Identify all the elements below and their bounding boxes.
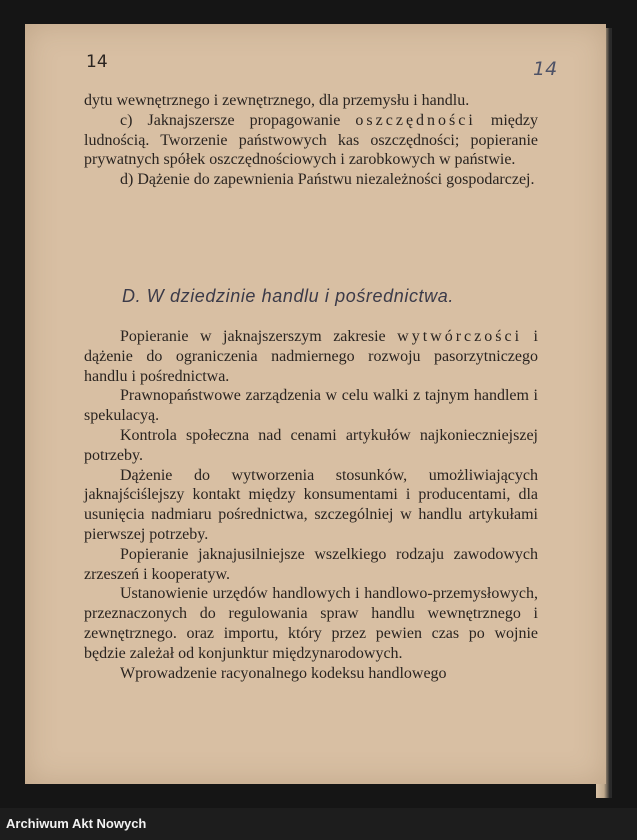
point-c-rest: między ludnością. Tworzenie państwowych kas oszczędności; popieranie prywatnych spółek oszczędnościowych i zarobkowych w państwie. bbox=[84, 111, 538, 169]
continuation-paragraph: dytu wewnętrznego i zewnętrznego, dla przemysłu i handlu. bbox=[84, 92, 470, 109]
paragraph-price-control: Kontrola społeczna nad cenami artykułów najkonieczniejszej potrzeby. bbox=[84, 426, 538, 464]
archive-pencil-mark: 14 bbox=[533, 58, 558, 80]
text-block-economy bbox=[84, 91, 538, 190]
paragraph-speculation: Prawnopaństwowe zarządzenia w celu walki z tajnym handlem i spekulacyą. bbox=[84, 387, 538, 425]
paragraph-production-prefix: Popieranie w jaknajszerszym zakresie bbox=[120, 328, 398, 345]
paragraph-production-emphasis: wytwórczości bbox=[397, 328, 523, 345]
page-number: 14 bbox=[86, 52, 108, 72]
archive-name-label: Archiwum Akt Nowych bbox=[6, 816, 147, 831]
point-c-emphasis: oszczędności bbox=[355, 111, 476, 129]
point-c-paragraph bbox=[84, 111, 538, 170]
footer-bar bbox=[0, 808, 637, 840]
paragraph-trade-code: Wprowadzenie racyonalnego kodeksu handlowego bbox=[120, 664, 447, 682]
paragraph-consumer-producer: Dążenie do wytworzenia stosunków, umożliwiających jaknajściślejszy kontakt między konsumentami i producentami, dla usunięcia nadmiaru pośrednictwa, szczególniej w handlu artykułami pierwszej potrzeby. bbox=[84, 466, 538, 543]
paragraph-trade-offices: Ustanowienie urzędów handlowych i handlowo-przemysłowych, przeznaczonych do regulowania spraw handlu wewnętrznego i zewnętrznego. oraz importu, który przez pewien czas po wojnie będzie zależał od konjunktur międzynarodowych. bbox=[84, 585, 538, 662]
paragraph-production bbox=[84, 327, 538, 386]
paragraph-production-rest: i dążenie do ograniczenia nadmiernego rozwoju pasorzytniczego handlu i pośrednictwa. bbox=[84, 328, 538, 385]
paragraph-cooperatives: Popieranie jaknajusilniejsze wszelkiego rodzaju zawodowych zrzeszeń i kooperatyw. bbox=[84, 545, 538, 583]
point-d-paragraph: d) Dążenie do zapewnienia Państwu niezależności gospodarczej. bbox=[120, 171, 535, 189]
section-heading-trade: D. W dziedzinie handlu i pośrednictwa. bbox=[122, 286, 454, 306]
point-c-prefix: c) Jaknajszersze propagowanie bbox=[120, 111, 356, 129]
text-block-trade bbox=[84, 327, 538, 683]
